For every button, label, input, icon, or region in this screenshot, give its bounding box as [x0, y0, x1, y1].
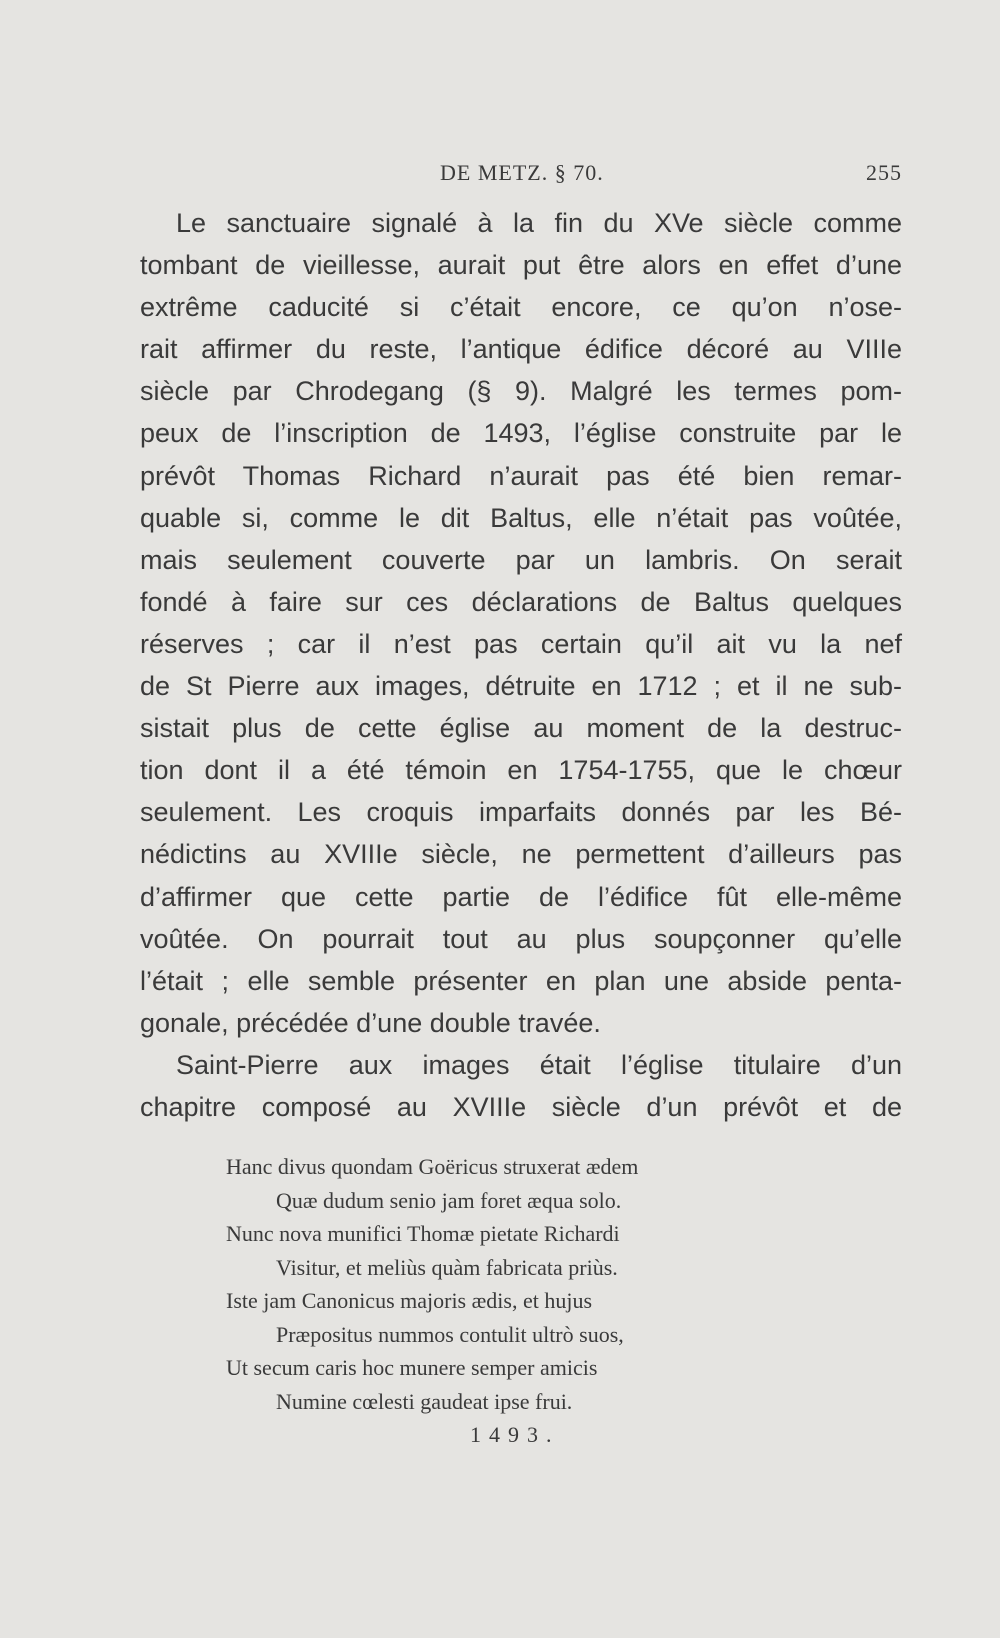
text-line: extrême caducité si c’était encore, ce qu’on n’ose- [140, 292, 902, 323]
latin-inscription [140, 1150, 902, 1452]
text-line: gonale, précédée d’une double travée. [140, 1007, 601, 1038]
running-head [140, 160, 902, 190]
inscription-line: Nunc nova munifici Thomæ pietate Richardi [226, 1221, 620, 1246]
text-line: Le sanctuaire signalé à la fin du XVe siècle comme [176, 208, 902, 238]
text-line: Saint-Pierre aux images était l’église titulaire d’un [176, 1049, 902, 1080]
text-line: seulement. Les croquis imparfaits donnés par les Bé- [140, 797, 902, 828]
text-line: rait affirmer du reste, l’antique édifice décoré au VIIIe [140, 334, 902, 365]
text-line: quable si, comme le dit Baltus, elle n’était pas voûtée, [140, 502, 902, 533]
text-line: fondé à faire sur ces déclarations de Baltus quelques [140, 586, 902, 617]
text-line: de St Pierre aux images, détruite en 1712 ; et il ne sub- [140, 671, 902, 702]
text-line: prévôt Thomas Richard n’aurait pas été bien remar- [140, 460, 902, 491]
inscription-line: Præpositus nummos contulit ultrò suos, [276, 1321, 624, 1347]
text-line: l’était ; elle semble présenter en plan une abside penta- [140, 965, 902, 996]
inscription-line: Quæ dudum senio jam foret æqua solo. [276, 1187, 622, 1213]
text-line: réserves ; car il n’est pas certain qu’il ait vu la nef [140, 628, 902, 659]
text-line: tombant de vieillesse, aurait put être alors en effet d’une [140, 250, 902, 281]
running-head-title: DE METZ. § 70. [440, 160, 604, 185]
text-line: tion dont il a été témoin en 1754-1755, que le chœur [140, 755, 902, 786]
text-line: nédictins au XVIIIe siècle, ne permettent d’ailleurs pas [140, 839, 902, 870]
text-line: d’affirmer que cette partie de l’édifice fût elle-même [140, 881, 902, 912]
inscription-date: 1493. [470, 1422, 560, 1447]
text-line: voûtée. On pourrait tout au plus soupçonner qu’elle [140, 923, 902, 954]
text-line: sistait plus de cette église au moment de la destruc- [140, 713, 902, 744]
page-number: 255 [866, 160, 902, 185]
body-text [140, 202, 902, 1128]
text-line: chapitre composé au XVIIIe siècle d’un prévôt et de [140, 1091, 902, 1122]
text-line: peux de l’inscription de 1493, l’église construite par le [140, 418, 902, 449]
text-line: mais seulement couverte par un lambris. On serait [140, 544, 902, 575]
text-line: siècle par Chrodegang (§ 9). Malgré les termes pom- [140, 376, 902, 407]
inscription-line: Numine cœlesti gaudeat ipse frui. [276, 1388, 573, 1414]
inscription-line: Ut secum caris hoc munere semper amicis [226, 1355, 598, 1380]
inscription-line: Visitur, et meliùs quàm fabricata priùs. [276, 1254, 618, 1280]
inscription-line: Iste jam Canonicus majoris ædis, et hujus [226, 1288, 593, 1313]
inscription-line: Hanc divus quondam Goëricus struxerat ædem [226, 1154, 639, 1179]
